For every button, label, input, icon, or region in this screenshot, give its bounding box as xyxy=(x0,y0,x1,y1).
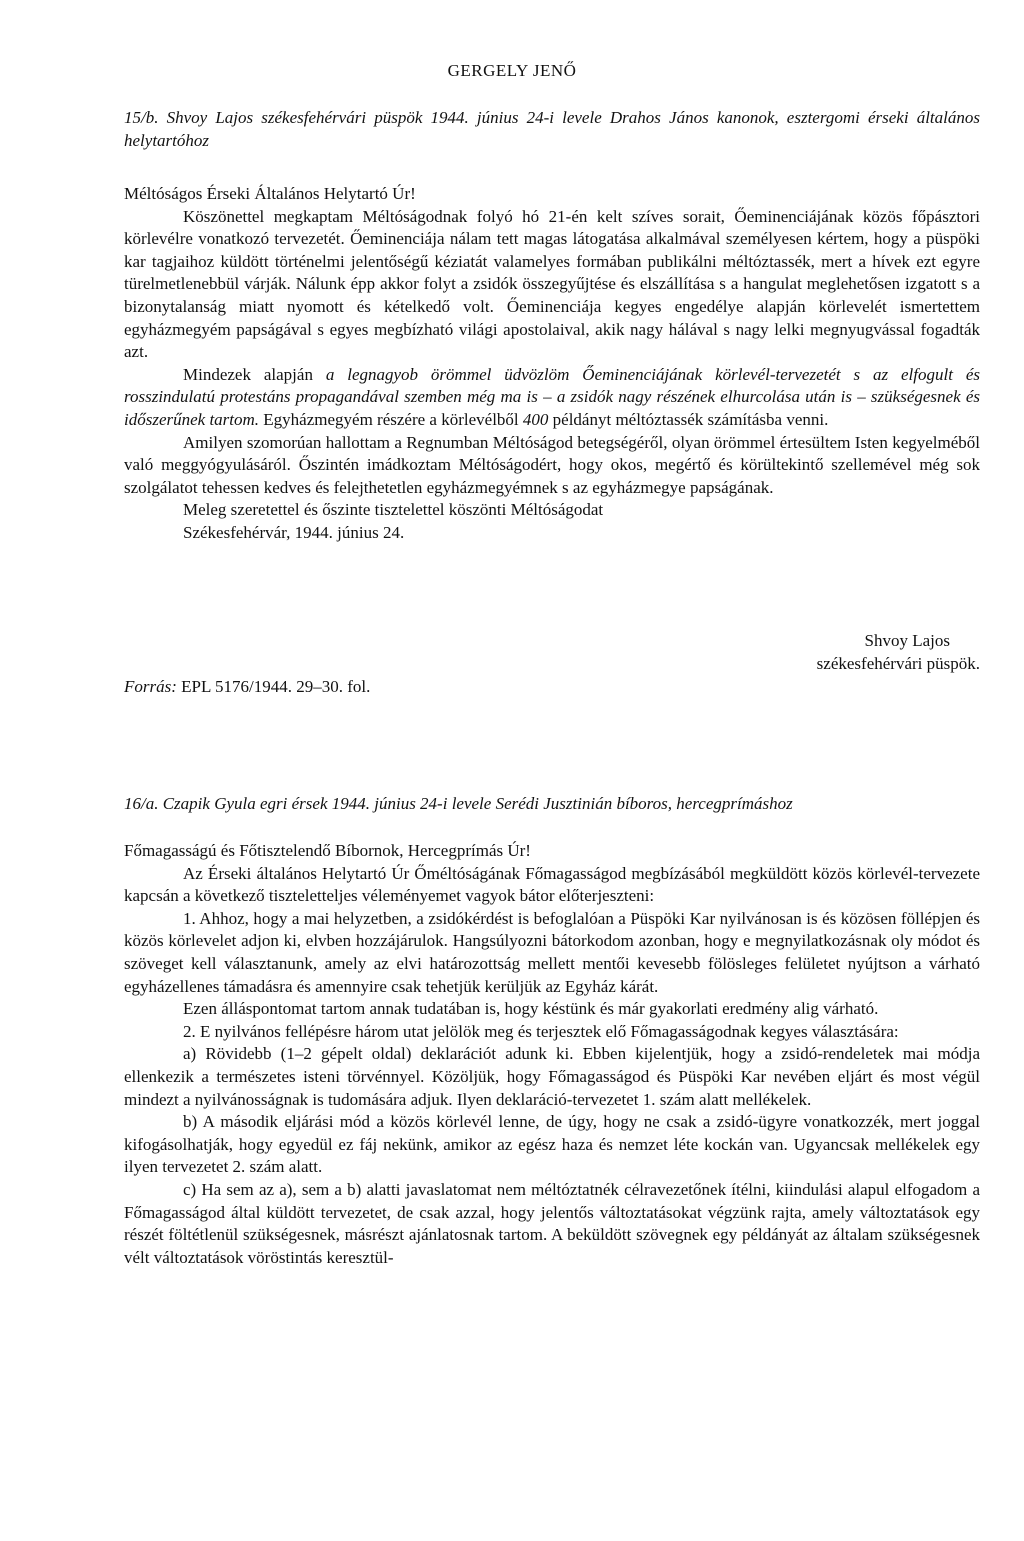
doc-15b-paragraph-1: Köszönettel megkaptam Méltóságodnak folyó hó 21-én kelt szíves sorait, Őeminenciájának közös főpásztori körlevélre vonatkozó tervezetét. Őeminenciája nálam tett magas látogatása alkalmával személyesen kértem, hogy a püspöki kar tagjaihoz küldött történelmi jelentőségű kéziatát valamelyes formában publikálni méltóztassék, mert a hívek ezt egyre türelmetlenebbül várják. Nálunk épp akkor folyt a zsidók összegyűjtése és elszállítása s a hangulat meglehetősen izgatott s a bizonytalanság miatt nyomott és kételkedő volt. Őeminenciája kegyes engedélye alapján körlevelét ismertettem egyházmegyém papságával s egyes megbízható világi apostolaival, akik nagy hálával s nagy lelki megnyugvással fogadták azt. xyxy=(124,206,980,362)
doc-16a-paragraph-6: b) A második eljárási mód a közös körlevél lenne, de úgy, hogy ne csak a zsidó-ügyre vonatkozzék, mert joggal kifogásolhatják, hogy egyedül ez fáj nekünk, amikor az egész haza és nemzet léte kockán van. Ugyancsak mellékelek egy ilyen tervezetet 2. szám alatt. xyxy=(124,1112,980,1177)
signature-name: Shvoy Lajos xyxy=(864,631,950,650)
doc-16a-salutation: Főmagasságú és Főtisztelendő Bíbornok, Hercegprímás Úr! xyxy=(124,841,531,860)
doc-15b-p2-mid: Egyházmegyém részére a körlevélből xyxy=(259,409,523,429)
doc-15b-title: 15/b. Shvoy Lajos székesfehérvári püspök 1944. június 24-i levele Drahos János kanonok, esztergomi érseki általános helytartóhoz xyxy=(124,108,980,150)
running-header: GERGELY JENŐ xyxy=(447,61,577,80)
doc-15b-paragraph-4: Meleg szeretettel és őszinte tisztelettel köszönti Méltóságodat xyxy=(183,500,604,520)
doc-15b-p2-number: 400 xyxy=(522,409,549,429)
doc-15b-paragraph-3: Amilyen szomorúan hallottam a Regnumban Méltóságod betegségéről, olyan örömmel értesültem Isten kegyelméből való meggyógyulásáról. Őszintén imádkoztam Méltóságodért, hogy okos, megértő és körültekintő szellemével még sok szolgálatot tehessen kedves és felejthetetlen egyházmegyémnek s az egyházmegye papságának. xyxy=(124,432,980,497)
source-text: EPL 5176/1944. 29–30. fol. xyxy=(176,677,371,696)
signature-title: székesfehérvári püspök. xyxy=(816,653,980,673)
doc-16a-paragraph-1: Az Érseki általános Helytartó Úr Őméltóságának Főmagasságod megbízásából megküldött közös körlevél-tervezete kapcsán a következő tiszteletteljes véleményemet vagyok bátor előterjeszteni: xyxy=(124,863,980,906)
doc-16a-paragraph-2: 1. Ahhoz, hogy a mai helyzetben, a zsidókérdést is befoglalóan a Püspöki Kar nyilvánosan is és közösen föllépjen és közös körlevelet adjon ki, elvben hozzájárulok. Hangsúlyozni bátorkodom azonban, hogy e megnyilatkozásnak oly módot és szöveget kell választanunk, amely az elvi határozottság mellett mentői kevesebb fölösleges felületet nyújtson a várható egyházellenes támadásra és amennyire csak tehetjük kerüljük az Egyház kárát. xyxy=(124,908,980,996)
doc-16a-body xyxy=(124,840,980,1269)
doc-15b-date: Székesfehérvár, 1944. június 24. xyxy=(183,522,405,542)
doc-16a-paragraph-5: a) Rövidebb (1–2 gépelt oldal) deklarációt adunk ki. Ebben kijelentjük, hogy a zsidó-rendeletek mai módja ellenkezik a természetes isteni törvénnyel. Közöljük, hogy Főmagasságod és Püspöki Kar nevében eljárt és most végül mindezt a nyilvánosságnak is tudomására adjuk. Ilyen deklaráció-tervezetet 1. szám alatt mellékelek. xyxy=(124,1044,980,1109)
doc-15b-paragraph-2 xyxy=(124,364,980,432)
doc-15b-body xyxy=(124,183,980,545)
doc-16a-paragraph-7: c) Ha sem az a), sem a b) alatti javaslatomat nem méltóztatnék célravezetőnek ítélni, kiindulási alapul elfogadom a Főmagasságod által küldött tervezetet, de csak azzal, hogy jelentős változtatásokat végzünk rajta, amely változtatások egy részét föltétlenül szükségesnek, másrészt ajánlatosnak tartom. A beküldött szövegnek egy példányát az általam szükségesnek vélt változtatások vöröstintás keresztül- xyxy=(124,1179,980,1267)
doc-15b-salutation: Méltóságos Érseki Általános Helytartó Úr! xyxy=(124,184,416,203)
doc-16a-title: 16/a. Czapik Gyula egri érsek 1944. június 24-i levele Serédi Jusztinián bíboros, hercegprímáshoz xyxy=(124,794,793,813)
doc-15b-p2-italic: a legnagyob örömmel üdvözlöm Őeminenciájának körlevél-tervezetét s az elfogult és rosszindulatú protestáns propagandával szemben még ma is – a zsidók nagy részének elhurcolása után is – szükségesnek és időszerűnek tartom. xyxy=(124,364,981,429)
doc-15b-source xyxy=(124,676,980,699)
source-line xyxy=(124,676,980,699)
doc-15b-signature xyxy=(124,630,980,675)
doc-15b-title-block xyxy=(124,107,980,152)
doc-15b-p2-end: példányt méltóztassék számításba venni. xyxy=(548,409,829,429)
doc-16a-paragraph-3: Ezen álláspontomat tartom annak tudatában is, hogy késtünk és már gyakorlati eredmény alig várható. xyxy=(183,999,879,1019)
source-label: Forrás: xyxy=(124,677,177,696)
doc-16a-title-block xyxy=(124,793,980,816)
doc-16a-paragraph-4: 2. E nyilvános fellépésre három utat jelölök meg és terjesztek elő Főmagasságodnak kegyes választására: xyxy=(183,1021,899,1041)
doc-15b-p2-start: Mindezek alapján xyxy=(183,364,326,384)
